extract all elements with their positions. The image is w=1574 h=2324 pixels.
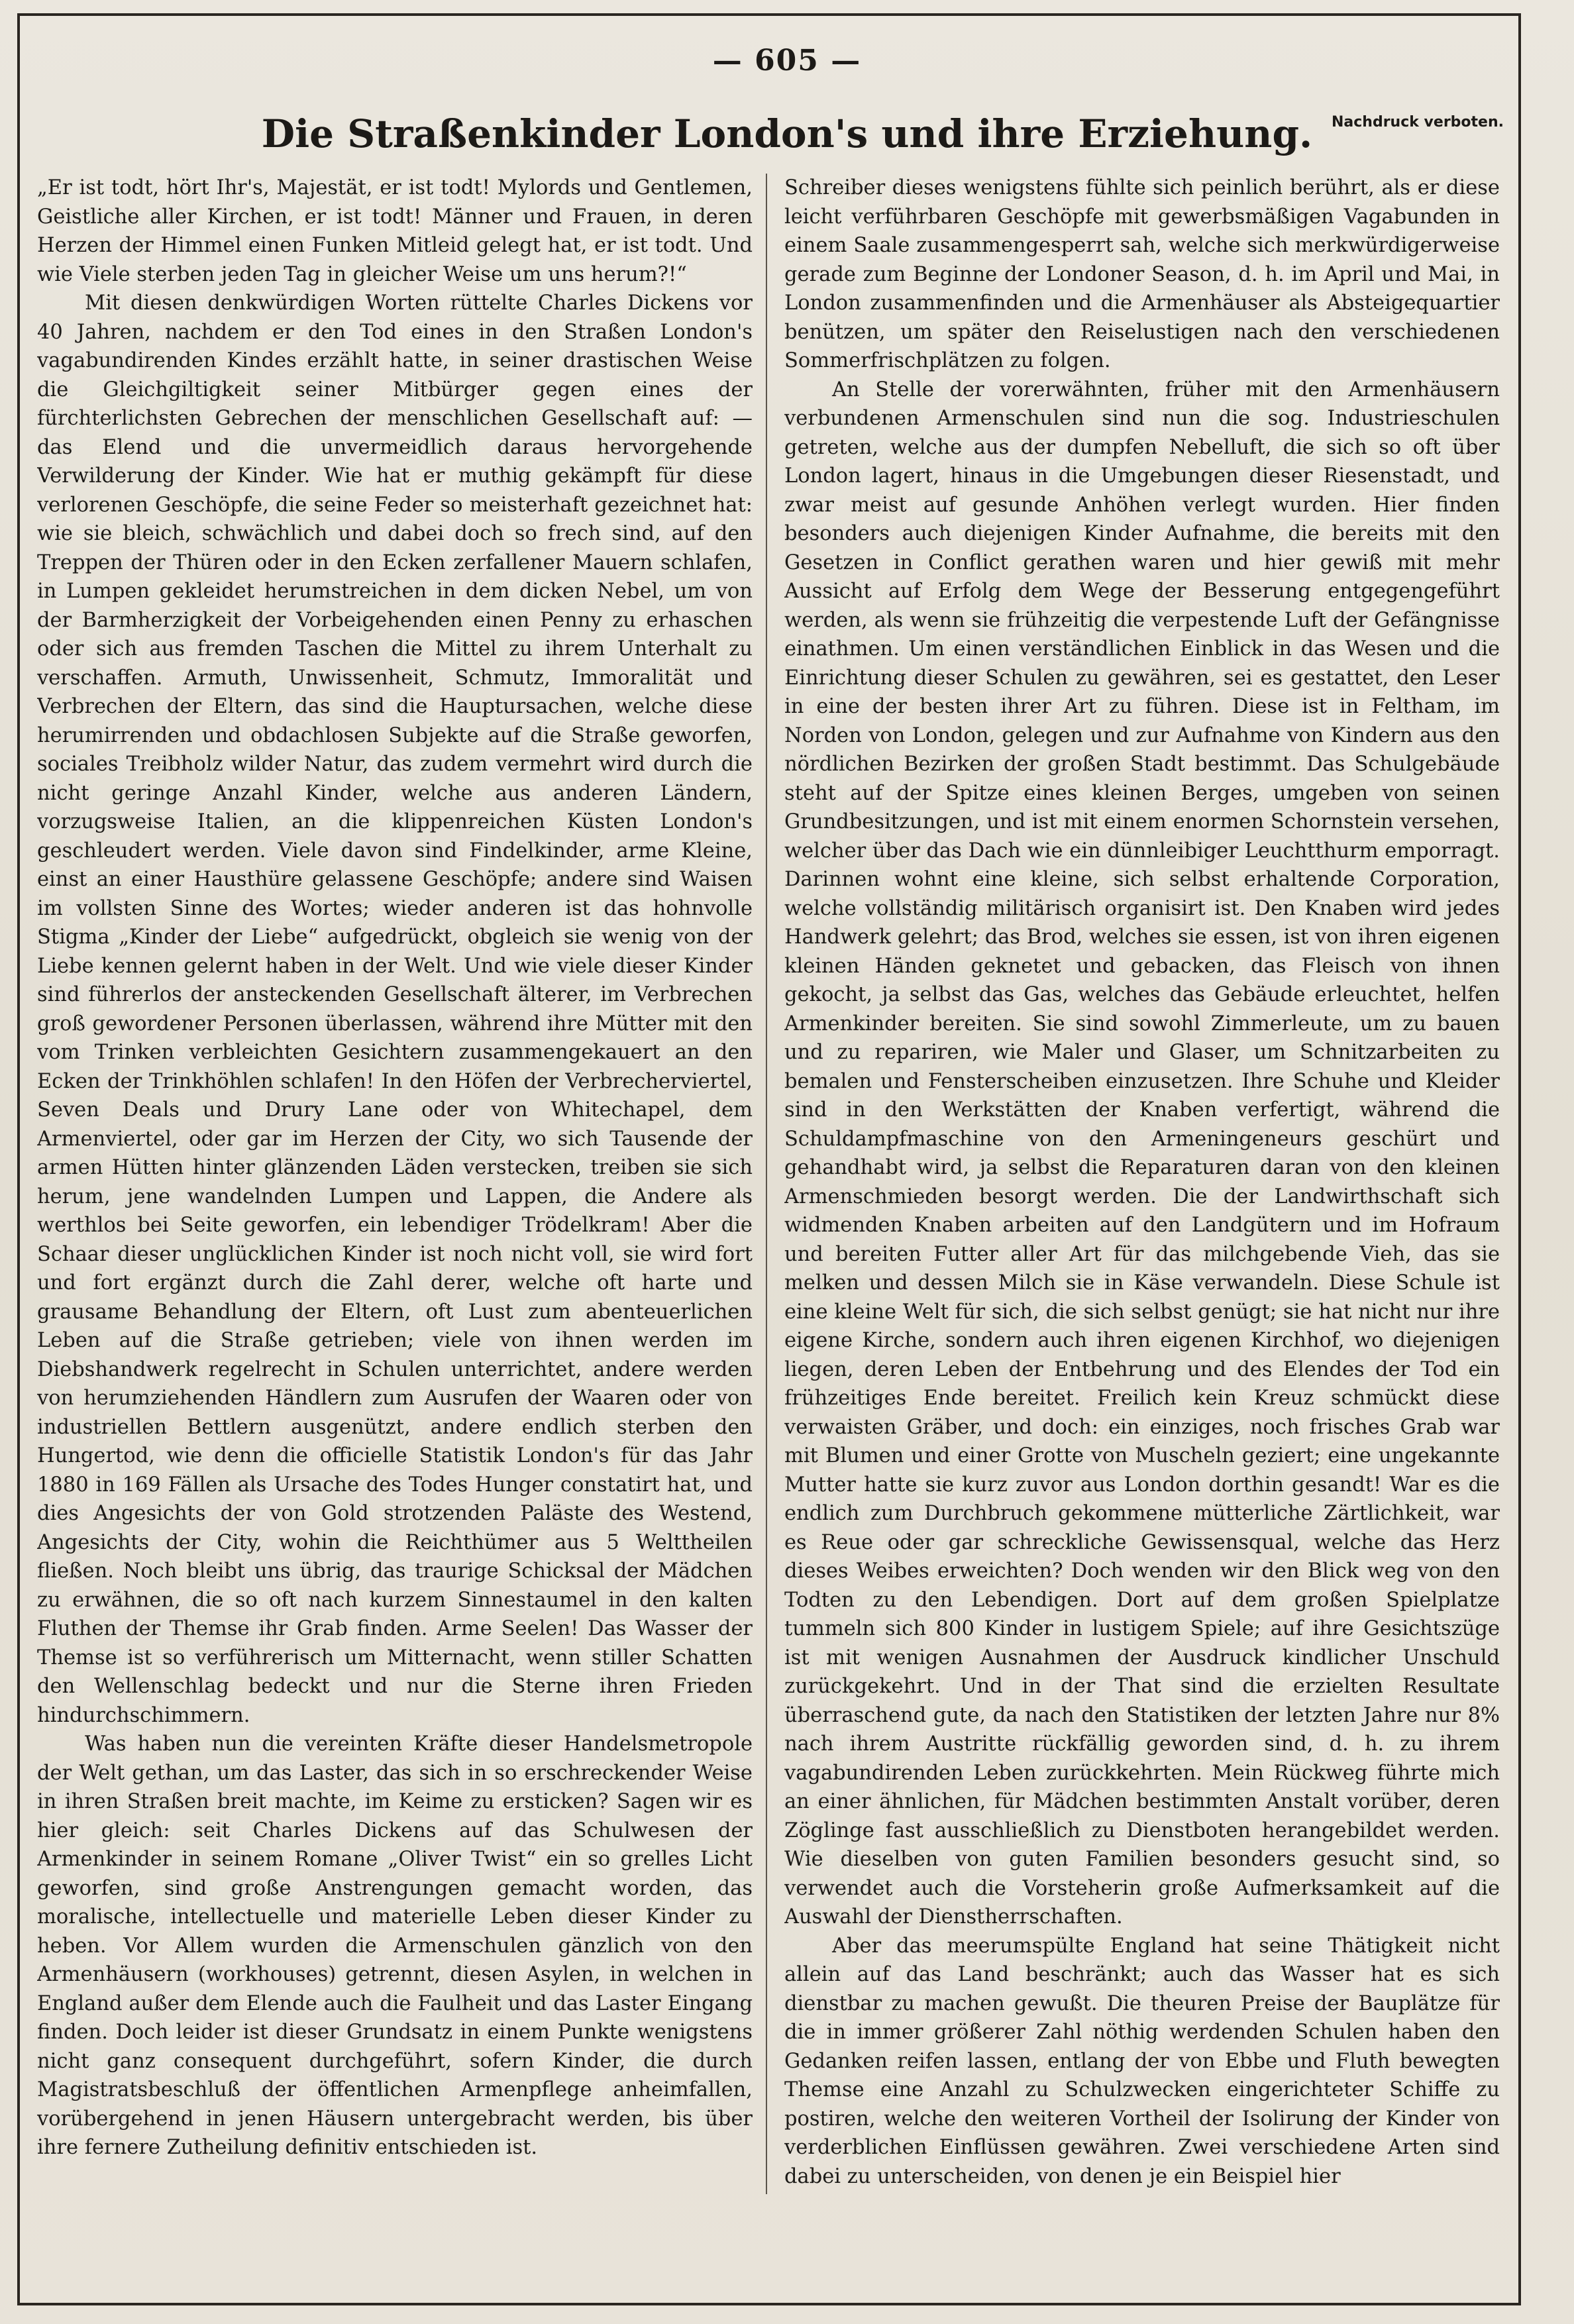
page-number: — 605 — bbox=[712, 44, 862, 78]
column-divider bbox=[766, 174, 767, 2194]
left-column bbox=[37, 174, 753, 2194]
right-column bbox=[784, 174, 1500, 2194]
paragraph-5: An Stelle der vorerwähnten, früher mit den Armenhäusern verbundenen Armenschulen sind nun die sog. Industrieschulen getreten, welche aus der dumpfen Nebelluft, die sich so oft über London lagert, hinaus in die Umgebungen dieser Riesenstadt, und zwar meist auf gesunde Anhöhen verlegt wurden. Hier finden besonders auch diejenigen Kinder Aufnahme, die bereits mit den Gesetzen in Conflict gerathen waren und hier gewiß mit mehr Aussicht auf Erfolg dem Wege der Besserung entgegengeführt werden, als wenn sie frühzeitig die verpestende Luft der Gefängnisse einathmen. Um einen verständlichen Einblick in das Wesen und die Einrichtung dieser Schulen zu gewähren, sei es gestattet, den Leser in eine der besten ihrer Art zu führen. Diese ist in Feltham, im Norden von London, gelegen und zur Aufnahme von Kindern aus den nördlichen Bezirken der großen Stadt bestimmt. Das Schulgebäude steht auf der Spitze eines kleinen Berges, umgeben von seinen Grundbesitzungen, und ist mit einem enormen Schornstein versehen, welcher über das Dach wie ein dünnleibiger Leuchtthurm emporragt. Darinnen wohnt eine kleine, sich selbst erhaltende Corporation, welche vollständig militärisch organisirt ist. Den Knaben wird jedes Handwerk gelehrt; das Brod, welches sie essen, ist von ihren eigenen kleinen Händen geknetet und gebacken, das Fleisch von ihnen gekocht, ja selbst das Gas, welches das Gebäude erleuchtet, helfen Armenkinder bereiten. Sie sind sowohl Zimmerleute, um zu bauen und zu repariren, wie Maler und Glaser, um Schnitzarbeiten zu bemalen und Fensterscheiben einzusetzen. Ihre Schuhe und Kleider sind in den Werkstätten der Knaben verfertigt, während die Schuldampfmaschine von den Armeningeneurs geschürt und gehandhabt wird, ja selbst die Reparaturen daran von den kleinen Armenschmieden besorgt werden. Die der Landwirthschaft sich widmenden Knaben arbeiten auf den Landgütern und im Hofraum und bereiten Futter aller Art für das milchgebende Vieh, das sie melken und dessen Milch sie in Käse verwandeln. Diese Schule ist eine kleine Welt für sich, die sich selbst genügt; sie hat nicht nur ihre eigene Kirche, sondern auch ihren eigenen Kirchhof, wo diejenigen liegen, deren Leben der Entbehrung und des Elendes der Tod ein frühzeitiges Ende bereitet. Freilich kein Kreuz schmückt diese verwaisten Gräber, und doch: ein einziges, noch frisches Grab war mit Blumen und einer Grotte von Muscheln geziert; eine ungekannte Mutter hatte sie kurz zuvor aus London dorthin gesandt! War es die endlich zum Durchbruch gekommene mütterliche Zärtlichkeit, war es Reue oder gar schreckliche Gewissensqual, welche das Herz dieses Weibes erweichten? Doch wenden wir den Blick weg von den Todten zu den Lebendigen. Dort auf dem großen Spielplatze tummeln sich 800 Kinder in lustigem Spiele; auf ihre Gesichtszüge ist mit wenigen Ausnahmen der Ausdruck kindlicher Unschuld zurückgekehrt. Und in der That sind die erzielten Resultate überraschend gute, da nach den Statistiken der letzten Jahre nur 8% nach ihrem Austritte rückfällig geworden sind, d. h. zu ihrem vagabundirenden Leben zurückkehrten. Mein Rückweg führte mich an einer ähnlichen, für Mädchen bestimmten Anstalt vorüber, deren Zöglinge fast ausschließlich zu Dienstboten herangebildet werden. Wie dieselben von guten Familien besonders gesucht sind, so verwendet auch die Vorsteherin große Aufmerksamkeit auf die Auswahl der Dienstherrschaften. bbox=[784, 378, 1500, 1928]
paragraph-1: „Er ist todt, hört Ihr's, Majestät, er ist todt! Mylords und Gentlemen, Geistliche aller Kirchen, er ist todt! Männer und Frauen, in deren Herzen der Himmel einen Funken Mitleid gelegt hat, er ist todt. Und wie Viele sterben jeden Tag in gleicher Weise um uns herum?!“ bbox=[37, 176, 753, 286]
paragraph-6: Aber das meerumspülte England hat seine Thätigkeit nicht allein auf das Land beschränkt; auch das Wasser hat es sich dienstbar zu machen gewußt. Die theuren Preise der Bauplätze für die in immer größerer Zahl nöthig werdenden Schulen haben den Gedanken reifen lassen, entlang der von Ebbe und Fluth bewegten Themse eine Anzahl zu Schulzwecken eingerichteter Schiffe zu postiren, welche den weiteren Vortheil der Isolirung der Kinder von verderblichen Einflüssen gewähren. Zwei verschiedene Arten sind dabei zu unterscheiden, von denen je ein Beispiel hier bbox=[784, 1934, 1500, 2188]
article-title: Die Straßenkinder London's und ihre Erziehung. bbox=[261, 111, 1313, 156]
reprint-notice: Nachdruck verboten. bbox=[1332, 114, 1504, 131]
paragraph-4: Schreiber dieses wenigstens fühlte sich peinlich berührt, als er diese leicht verführbaren Geschöpfe mit gewerbsmäßigen Vagabunden in einem Saale zusammengesperrt sah, welche sich merkwürdigerweise gerade zum Beginne der Londoner Season, d. h. im April und Mai, in London zusammenfinden und die Armenhäuser als Absteigequartier benützen, um später den Reiselustigen nach den verschiedenen Sommerfrischplätzen zu folgen. bbox=[784, 176, 1500, 372]
paragraph-2: Mit diesen denkwürdigen Worten rüttelte Charles Dickens vor 40 Jahren, nachdem er den Tod eines in den Straßen London's vagabundirenden Kindes erzählt hatte, in seiner drastischen Weise die Gleichgiltigkeit seiner Mitbürger gegen eines der fürchterlichsten Gebrechen der menschlichen Gesellschaft auf: — das Elend und die unvermeidlich daraus hervorgehende Verwilderung der Kinder. Wie hat er muthig gekämpft für diese verlorenen Geschöpfe, die seine Feder so meisterhaft gezeichnet hat: wie sie bleich, schwächlich und dabei doch so frech sind, auf den Treppen der Thüren oder in den Ecken zerfallener Mauern schlafen, in Lumpen gekleidet herumstreichen in dem dicken Nebel, um von der Barmherzigkeit der Vorbeigehenden einen Penny zu erhaschen oder sich aus fremden Taschen die Mittel zu ihrem Unterhalt zu verschaffen. Armuth, Unwissenheit, Schmutz, Immoralität und Verbrechen der Eltern, das sind die Hauptursachen, welche diese herumirrenden und obdachlosen Subjekte auf die Straße geworfen, sociales Treibholz wilder Natur, das zudem vermehrt wird durch die nicht geringe Anzahl Kinder, welche aus anderen Ländern, vorzugsweise Italien, an die klippenreichen Küsten London's geschleudert werden. Viele davon sind Findelkinder, arme Kleine, einst an einer Hausthüre gelassene Geschöpfe; andere sind Waisen im vollsten Sinne des Wortes; wieder anderen ist das hohnvolle Stigma „Kinder der Liebe“ aufgedrückt, obgleich sie wenig von der Liebe kennen gelernt haben in der Welt. Und wie viele dieser Kinder sind führerlos der ansteckenden Gesellschaft älterer, im Verbrechen groß gewordener Personen überlassen, während ihre Mütter mit den vom Trinken verbleichten Gesichtern zusammengekauert an den Ecken der Trinkhöhlen schlafen! In den Höfen der Verbrecherviertel, Seven Deals und Drury Lane oder von Whitechapel, dem Armenviertel, oder gar im Herzen der City, wo sich Tausende der armen Hütten hinter glänzenden Läden verstecken, treiben sie sich herum, jene wandelnden Lumpen und Lappen, die Andere als werthlos bei Seite geworfen, ein lebendiger Trödelkram! Aber die Schaar dieser unglücklichen Kinder ist noch nicht voll, sie wird fort und fort ergänzt durch die Zahl derer, welche oft harte und grausame Behandlung der Eltern, oft Lust zum abenteuerlichen Leben auf die Straße getrieben; viele von ihnen werden im Diebshandwerk regelrecht in Schulen unterrichtet, andere werden von herumziehenden Händlern zum Ausrufen der Waaren oder von industriellen Bettlern ausgenützt, andere endlich sterben den Hungertod, wie denn die officielle Statistik London's für das Jahr 1880 in 169 Fällen als Ursache des Todes Hunger constatirt hat, und dies Angesichts der von Gold strotzenden Paläste des Westend, Angesichts der City, wohin die Reichthümer aus 5 Welttheilen fließen. Noch bleibt uns übrig, das traurige Schicksal der Mädchen zu erwähnen, die so oft nach kurzem Sinnestaumel in den kalten Fluthen der Themse ihr Grab finden. Arme Seelen! Das Wasser der Themse ist so verführerisch um Mitternacht, wenn stiller Schatten den Wellenschlag bedeckt und nur die Sterne ihren Frieden hindurchschimmern. bbox=[37, 291, 753, 1727]
paragraph-3: Was haben nun die vereinten Kräfte dieser Handelsmetropole der Welt gethan, um das Laster, das sich in so erschreckender Weise in ihren Straßen breit machte, im Keime zu ersticken? Sagen wir es hier gleich: seit Charles Dickens auf das Schulwesen der Armenkinder in seinem Romane „Oliver Twist“ ein so grelles Licht geworfen, sind große Anstrengungen gemacht worden, das moralische, intellectuelle und materielle Leben dieser Kinder zu heben. Vor Allem wurden die Armenschulen gänzlich von den Armenhäusern (workhouses) getrennt, diesen Asylen, in welchen in England außer dem Elende auch die Faulheit und das Laster Eingang finden. Doch leider ist dieser Grundsatz in einem Punkte wenigstens nicht ganz consequent durchgeführt, sofern Kinder, die durch Magistratsbeschluß der öffentlichen Armenpflege anheimfallen, vorübergehend in jenen Häusern untergebracht werden, bis über ihre fernere Zutheilung definitiv entschieden ist. bbox=[37, 1732, 753, 2159]
